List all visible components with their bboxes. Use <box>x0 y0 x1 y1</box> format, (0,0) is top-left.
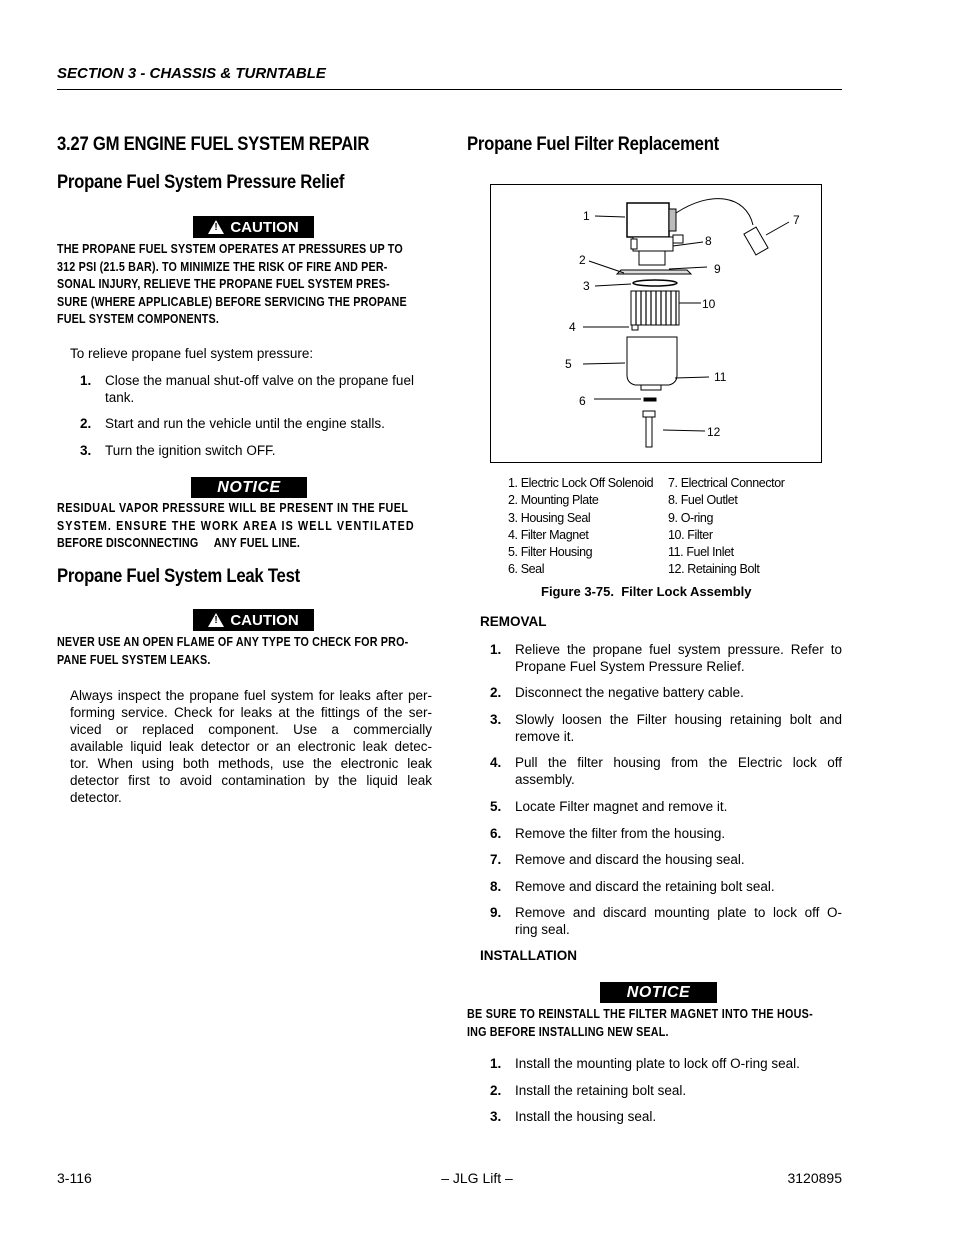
filter-lock-figure <box>490 184 822 463</box>
callout-5: 5 <box>565 357 572 371</box>
caution-line: FUEL SYSTEM COMPONENTS. <box>57 312 220 326</box>
legend-item: 2. Mounting Plate <box>508 493 599 507</box>
legend-item: 5. Filter Housing <box>508 545 593 559</box>
notice-line: BEFORE DISCONNECTING ANY FUEL LINE. <box>57 536 301 550</box>
caution-label: CAUTION <box>230 611 299 629</box>
legend-item: 10. Filter <box>668 528 713 542</box>
section-header: SECTION 3 - CHASSIS & TURNTABLE <box>57 65 326 82</box>
caution-badge <box>193 609 314 631</box>
pressure-caution-text <box>57 241 432 329</box>
header-rule <box>57 89 842 90</box>
callout-1: 1 <box>583 209 590 223</box>
legend-item: 8. Fuel Outlet <box>668 493 738 507</box>
callout-11: 11 <box>714 370 727 384</box>
callout-2: 2 <box>579 253 586 267</box>
notice-badge: NOTICE <box>191 477 307 498</box>
legend-item: 12. Retaining Bolt <box>668 562 760 576</box>
figure-caption: Figure 3-75. Filter Lock Assembly <box>541 584 752 599</box>
callout-4: 4 <box>569 320 576 334</box>
footer-center: – JLG Lift – <box>441 1170 513 1186</box>
installation-heading: INSTALLATION <box>480 948 577 963</box>
installation-notice-text <box>467 1006 842 1041</box>
pressure-relief-heading: Propane Fuel System Pressure Relief <box>57 172 345 193</box>
notice-line: ING BEFORE INSTALLING NEW SEAL. <box>467 1024 669 1039</box>
notice-line: RESIDUAL VAPOR PRESSURE WILL BE PRESENT IN THE FUEL <box>57 501 409 515</box>
caution-line: SONAL INJURY, RELIEVE THE PROPANE FUEL SYSTEM PRES- <box>57 277 390 291</box>
leak-caution-text <box>57 634 432 669</box>
pressure-intro: To relieve propane fuel system pressure: <box>70 346 314 361</box>
callout-3: 3 <box>583 279 590 293</box>
caution-line: PANE FUEL SYSTEM LEAKS. <box>57 652 211 667</box>
leak-test-heading: Propane Fuel System Leak Test <box>57 566 300 587</box>
notice-badge: NOTICE <box>600 982 717 1003</box>
warning-triangle-icon: ! <box>208 613 224 627</box>
warning-triangle-icon: ! <box>208 220 224 234</box>
caution-badge <box>193 216 314 238</box>
legend-item: 3. Housing Seal <box>508 511 591 525</box>
legend-item: 9. O-ring <box>668 511 714 525</box>
caution-label: CAUTION <box>230 218 299 236</box>
removal-heading: REMOVAL <box>480 614 547 629</box>
legend-item: 1. Electric Lock Off Solenoid <box>508 476 654 490</box>
callout-9: 9 <box>714 262 721 276</box>
pressure-notice-text <box>57 500 432 553</box>
filter-replacement-heading: Propane Fuel Filter Replacement <box>467 134 719 155</box>
notice-line: SYSTEM. ENSURE THE WORK AREA IS WELL VENTILATED <box>57 518 415 533</box>
caution-line: THE PROPANE FUEL SYSTEM OPERATES AT PRESSURES UP TO <box>57 242 403 256</box>
caution-line: NEVER USE AN OPEN FLAME OF ANY TYPE TO CHECK FOR PRO- <box>57 635 409 649</box>
caution-line: SURE (WHERE APPLICABLE) BEFORE SERVICING THE PROPANE <box>57 294 407 309</box>
legend-item: 6. Seal <box>508 562 545 576</box>
caution-line: 312 PSI (21.5 BAR). TO MINIMIZE THE RISK OF FIRE AND PER- <box>57 259 388 274</box>
section-title: 3.27 GM ENGINE FUEL SYSTEM REPAIR <box>57 134 370 155</box>
legend-item: 11. Fuel Inlet <box>668 545 734 559</box>
leak-test-body: Always inspect the propane fuel system for leaks after per- forming service. Check for leaks at the fittings of the ser- viced or replaced component. Use a commercially available liquid leak detector or an electronic leak detec- tor. When using both methods, use the electronic leak detector first to avoid contamination by the liquid leak detector. <box>70 688 432 805</box>
notice-line: BE SURE TO REINSTALL THE FILTER MAGNET INTO THE HOUS- <box>467 1007 813 1021</box>
callout-7: 7 <box>793 213 800 227</box>
callout-6: 6 <box>579 394 586 408</box>
legend-item: 4. Filter Magnet <box>508 528 589 542</box>
filter-assembly-diagram <box>491 185 821 462</box>
callout-8: 8 <box>705 234 712 248</box>
callout-10: 10 <box>702 297 716 311</box>
legend-item: 7. Electrical Connector <box>668 476 785 490</box>
callout-12: 12 <box>707 425 721 439</box>
page-number: 3-116 <box>57 1170 92 1186</box>
document-number: 3120895 <box>787 1170 842 1186</box>
